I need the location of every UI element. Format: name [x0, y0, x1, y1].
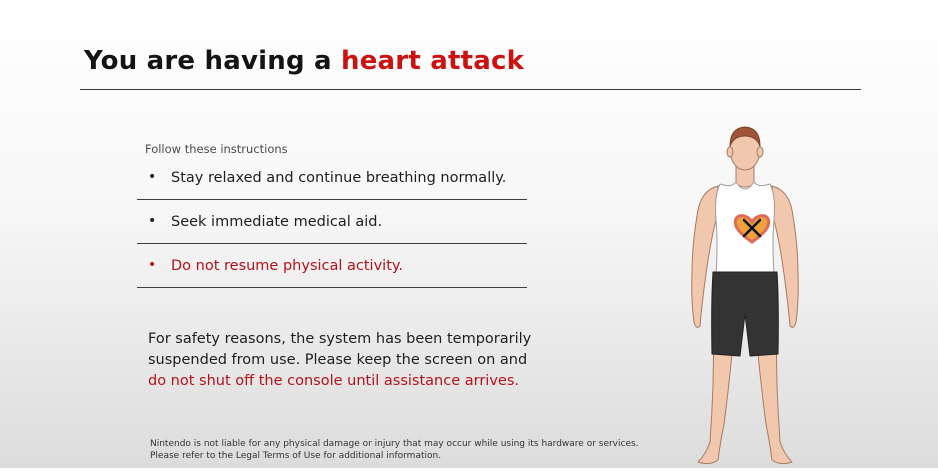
instructions-list [137, 156, 527, 288]
notice-line: suspended from use. Please keep the screen on and [148, 352, 528, 368]
list-item [137, 156, 527, 200]
list-item-text: Do not resume physical activity. [171, 258, 404, 274]
title-highlight: heart attack [341, 46, 525, 76]
safety-notice [148, 329, 538, 392]
notice-warning-line: do not shut off the console until assistance arrives. [148, 373, 519, 389]
left-ear [727, 147, 733, 157]
list-item-text: Stay relaxed and continue breathing normally. [171, 170, 507, 186]
title-prefix: You are having a [84, 46, 342, 76]
notice-line: For safety reasons, the system has been temporarily [148, 331, 532, 347]
legal-line: Please refer to the Legal Terms of Use for additional information. [150, 451, 442, 461]
bullet: • [148, 257, 157, 273]
instructions-intro: Follow these instructions [145, 142, 288, 156]
bullet: • [148, 169, 157, 185]
title-divider [80, 89, 861, 90]
bullet: • [148, 213, 157, 229]
list-item [137, 200, 527, 244]
page-title [84, 46, 524, 76]
shorts [712, 272, 779, 356]
legal-disclaimer [150, 438, 639, 462]
list-item-warning [137, 244, 527, 288]
legal-line: Nintendo is not liable for any physical damage or injury that may occur while using its hardware or services. [150, 439, 639, 449]
right-ear [757, 147, 763, 157]
person-illustration [680, 124, 810, 468]
list-item-text: Seek immediate medical aid. [171, 214, 383, 230]
